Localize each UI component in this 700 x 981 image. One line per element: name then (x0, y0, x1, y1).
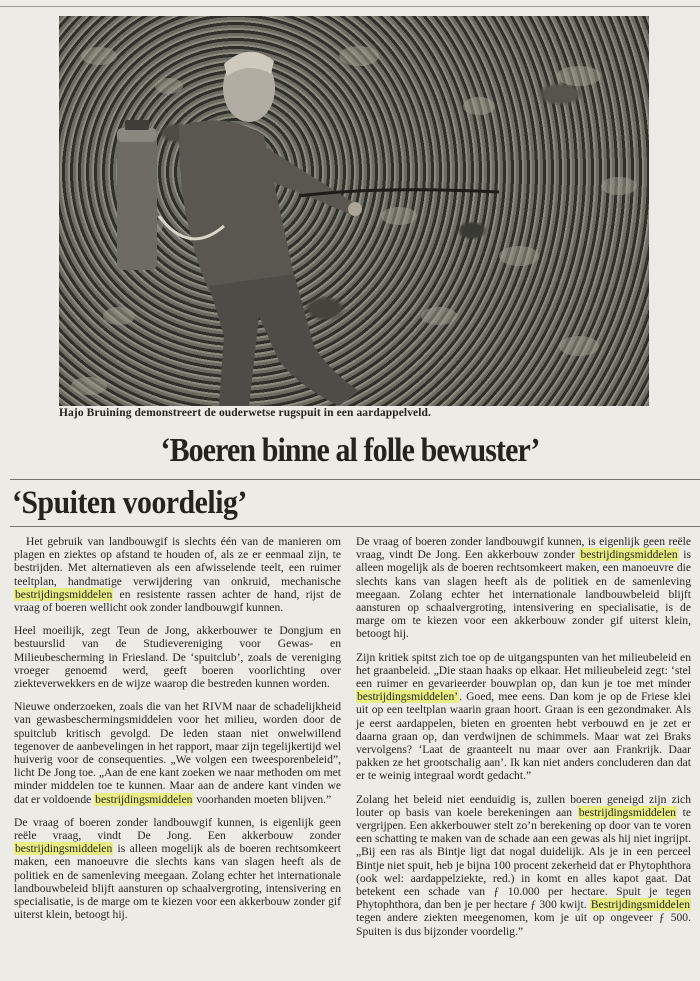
highlighted-term: bestrijdingsmiddelen (578, 805, 676, 819)
paragraph-text: Nieuwe onderzoeken, zoals die van het RIVM naar de schadelijkheid van gewasbeschermingsmiddelen voor het milieu, worden door de spuitclub kritisch gevolgd. De leden staan niet onwelwillend tegenover de aanbevelingen in het rapport, maar zijn tegelijkertijd wel huiverig voor de consequenties. „We volgen een tweesporenbeleid”, licht De Jong toe. „Aan de ene kant zoeken we naar methoden om met minder middelen toe te kunnen. Maar aan de andere kant vinden we dat er voldoende (14, 700, 341, 806)
paragraph-text: is alleen mogelijk als de boeren rechtsomkeert maken, een manoeuvre die slechts kans van slagen heeft als de politiek en de samenleving meegaan. Zolang echter het internationale landbouwbeleid blijft aansturen op schaalvergroting, intensivering en specialisatie, is de marge om te kiezen voor een akkerbouw zonder gif uiterst klein, betoogt hij. (356, 548, 691, 641)
highlighted-term: bestrijdingsmiddelen’ (357, 690, 459, 704)
highlighted-term: bestrijdingsmiddelen (95, 792, 193, 806)
paragraph-text: Heel moeilijk, zegt Teun de Jong, akkerbouwer te Dongjum en bestuurslid van de Studievereniging voor Gewas- en Milieubescherming in Friesland. De ‘spuitclub’, zoals de vereniging vroeger genoemd werd, geeft boeren voorlichting over ziekteverwekkers en de wijze waarop die bestreden kunnen worden. (14, 624, 341, 691)
paragraph-text: Het gebruik van landbouwgif is slechts één van de manieren om plagen en ziektes op afstand te houden of, als ze er eenmaal zijn, te bestrijden. Met alternatieven als een afwisselende teelt, een ruimer teeltplan, handmatige verwijdering van onkruid, mechanische (14, 535, 341, 588)
article-paragraph (14, 624, 341, 690)
highlighted-term: bestrijdingsmiddelen (15, 842, 113, 856)
article-photo (59, 16, 649, 406)
subhead-rule-top (10, 479, 700, 480)
article-paragraph (356, 535, 691, 641)
paragraph-text: tegen andere ziekten meegenomen, kom je uit op ongeveer ƒ 500. Spuiten is dus bijzonder voordelig.” (356, 911, 691, 938)
paragraph-text: Zijn kritiek spitst zich toe op de uitgangspunten van het milieubeleid en het graanbeleid. „Die staan haaks op elkaar. Het milieubeleid zegt: ‘stel een ruimer en gevarieerder bouwplan op, dan kun je toe met minder (356, 650, 691, 691)
photo-caption: Hajo Bruining demonstreert de ouderwetse rugspuit in een aardappelveld. (59, 407, 432, 419)
article-paragraph (14, 535, 341, 614)
farmer-figure (179, 52, 362, 406)
page-top-rule (0, 6, 700, 7)
article-column-left (14, 535, 341, 931)
article-subhead: ‘Spuiten voordelig’ (12, 485, 247, 521)
paragraph-text: Zolang het beleid niet eenduidig is, zullen boeren geneigd zijn zich louter op basis van koele berekeningen aan (356, 792, 691, 819)
article-paragraph (356, 651, 691, 783)
highlighted-term: bestrijdingsmiddelen (580, 548, 678, 562)
paragraph-text: De vraag of boeren zonder landbouwgif kunnen, is eigenlijk geen reële vraag, vindt De Jong. Een akkerbouw zonder (356, 535, 691, 562)
subhead-rule-bottom (10, 526, 700, 527)
paragraph-text: en resistente rassen achter de hand, rijst de vraag of boeren wellicht ook zonder landbouwgif kunnen. (14, 587, 341, 615)
paragraph-text: te vergrijpen. Een akkerbouwer stelt zo’n berekening op door van te voren een schatting te maken van de schade aan een gewas als hij niet ingrijpt. „Bij een ras als Bintje ligt dat nogal duidelijk. Als je in een perceel Bintje niet spuit, heb je bijna 100 procent zekerheid dat er Phytophthora (ook wel: aardappelziekte, red.) in komt en alles kapot gaat. Dat betekent een schade van ƒ 10.000 per hectare. Spuit je tegen Phytophthora, dan ben je per hectare ƒ 300 kwijt. (356, 805, 691, 912)
article-paragraph (14, 700, 341, 806)
article-column-right (356, 535, 691, 948)
paragraph-text: De vraag of boeren zonder landbouwgif kunnen, is eigenlijk geen reële vraag, vindt De Jong. Een akkerbouw zonder (14, 815, 341, 843)
highlighted-term: bestrijdingsmiddelen (15, 587, 113, 601)
paragraph-text: voorhanden moeten blijven.” (193, 792, 332, 806)
article-paragraph (14, 816, 341, 922)
article-paragraph (356, 793, 691, 938)
paragraph-text: . Goed, mee eens. Dan kom je op de Friese klei uit op een teeltplan waarin graan hoort. Graan is een gezondmaker. Als je eerst aardappelen, bieten en groenten hebt verbouwd en je zet er daarna graan op, dan verdwijnen de schimmels. Maar wat zei Braks vervolgens? ‘Laat de graanteelt nu maar over aan Frankrijk. Daar pakken ze het grootschalig aan’. Ik kan niet anders concluderen dan dat er te weinig integraal wordt gedacht.” (356, 690, 691, 783)
farmer-spraying-illustration (59, 16, 649, 406)
highlighted-term: Bestrijdingsmiddelen (590, 898, 690, 912)
article-headline: ‘Boeren binne al folle bewuster’ (160, 432, 540, 469)
paragraph-text: is alleen mogelijk als de boeren rechtsomkeert maken, een manoeuvre die slechts kans van slagen heeft als de politiek en de samenleving meegaan. Zolang echter het internationale landbouwbeleid blijft aansturen op schaalvergroting, intensivering en specialisatie, is de marge om te kiezen voor een akkerbouw zonder gif uiterst klein, betoogt hij. (14, 842, 341, 922)
sprayer-tank (117, 120, 157, 270)
